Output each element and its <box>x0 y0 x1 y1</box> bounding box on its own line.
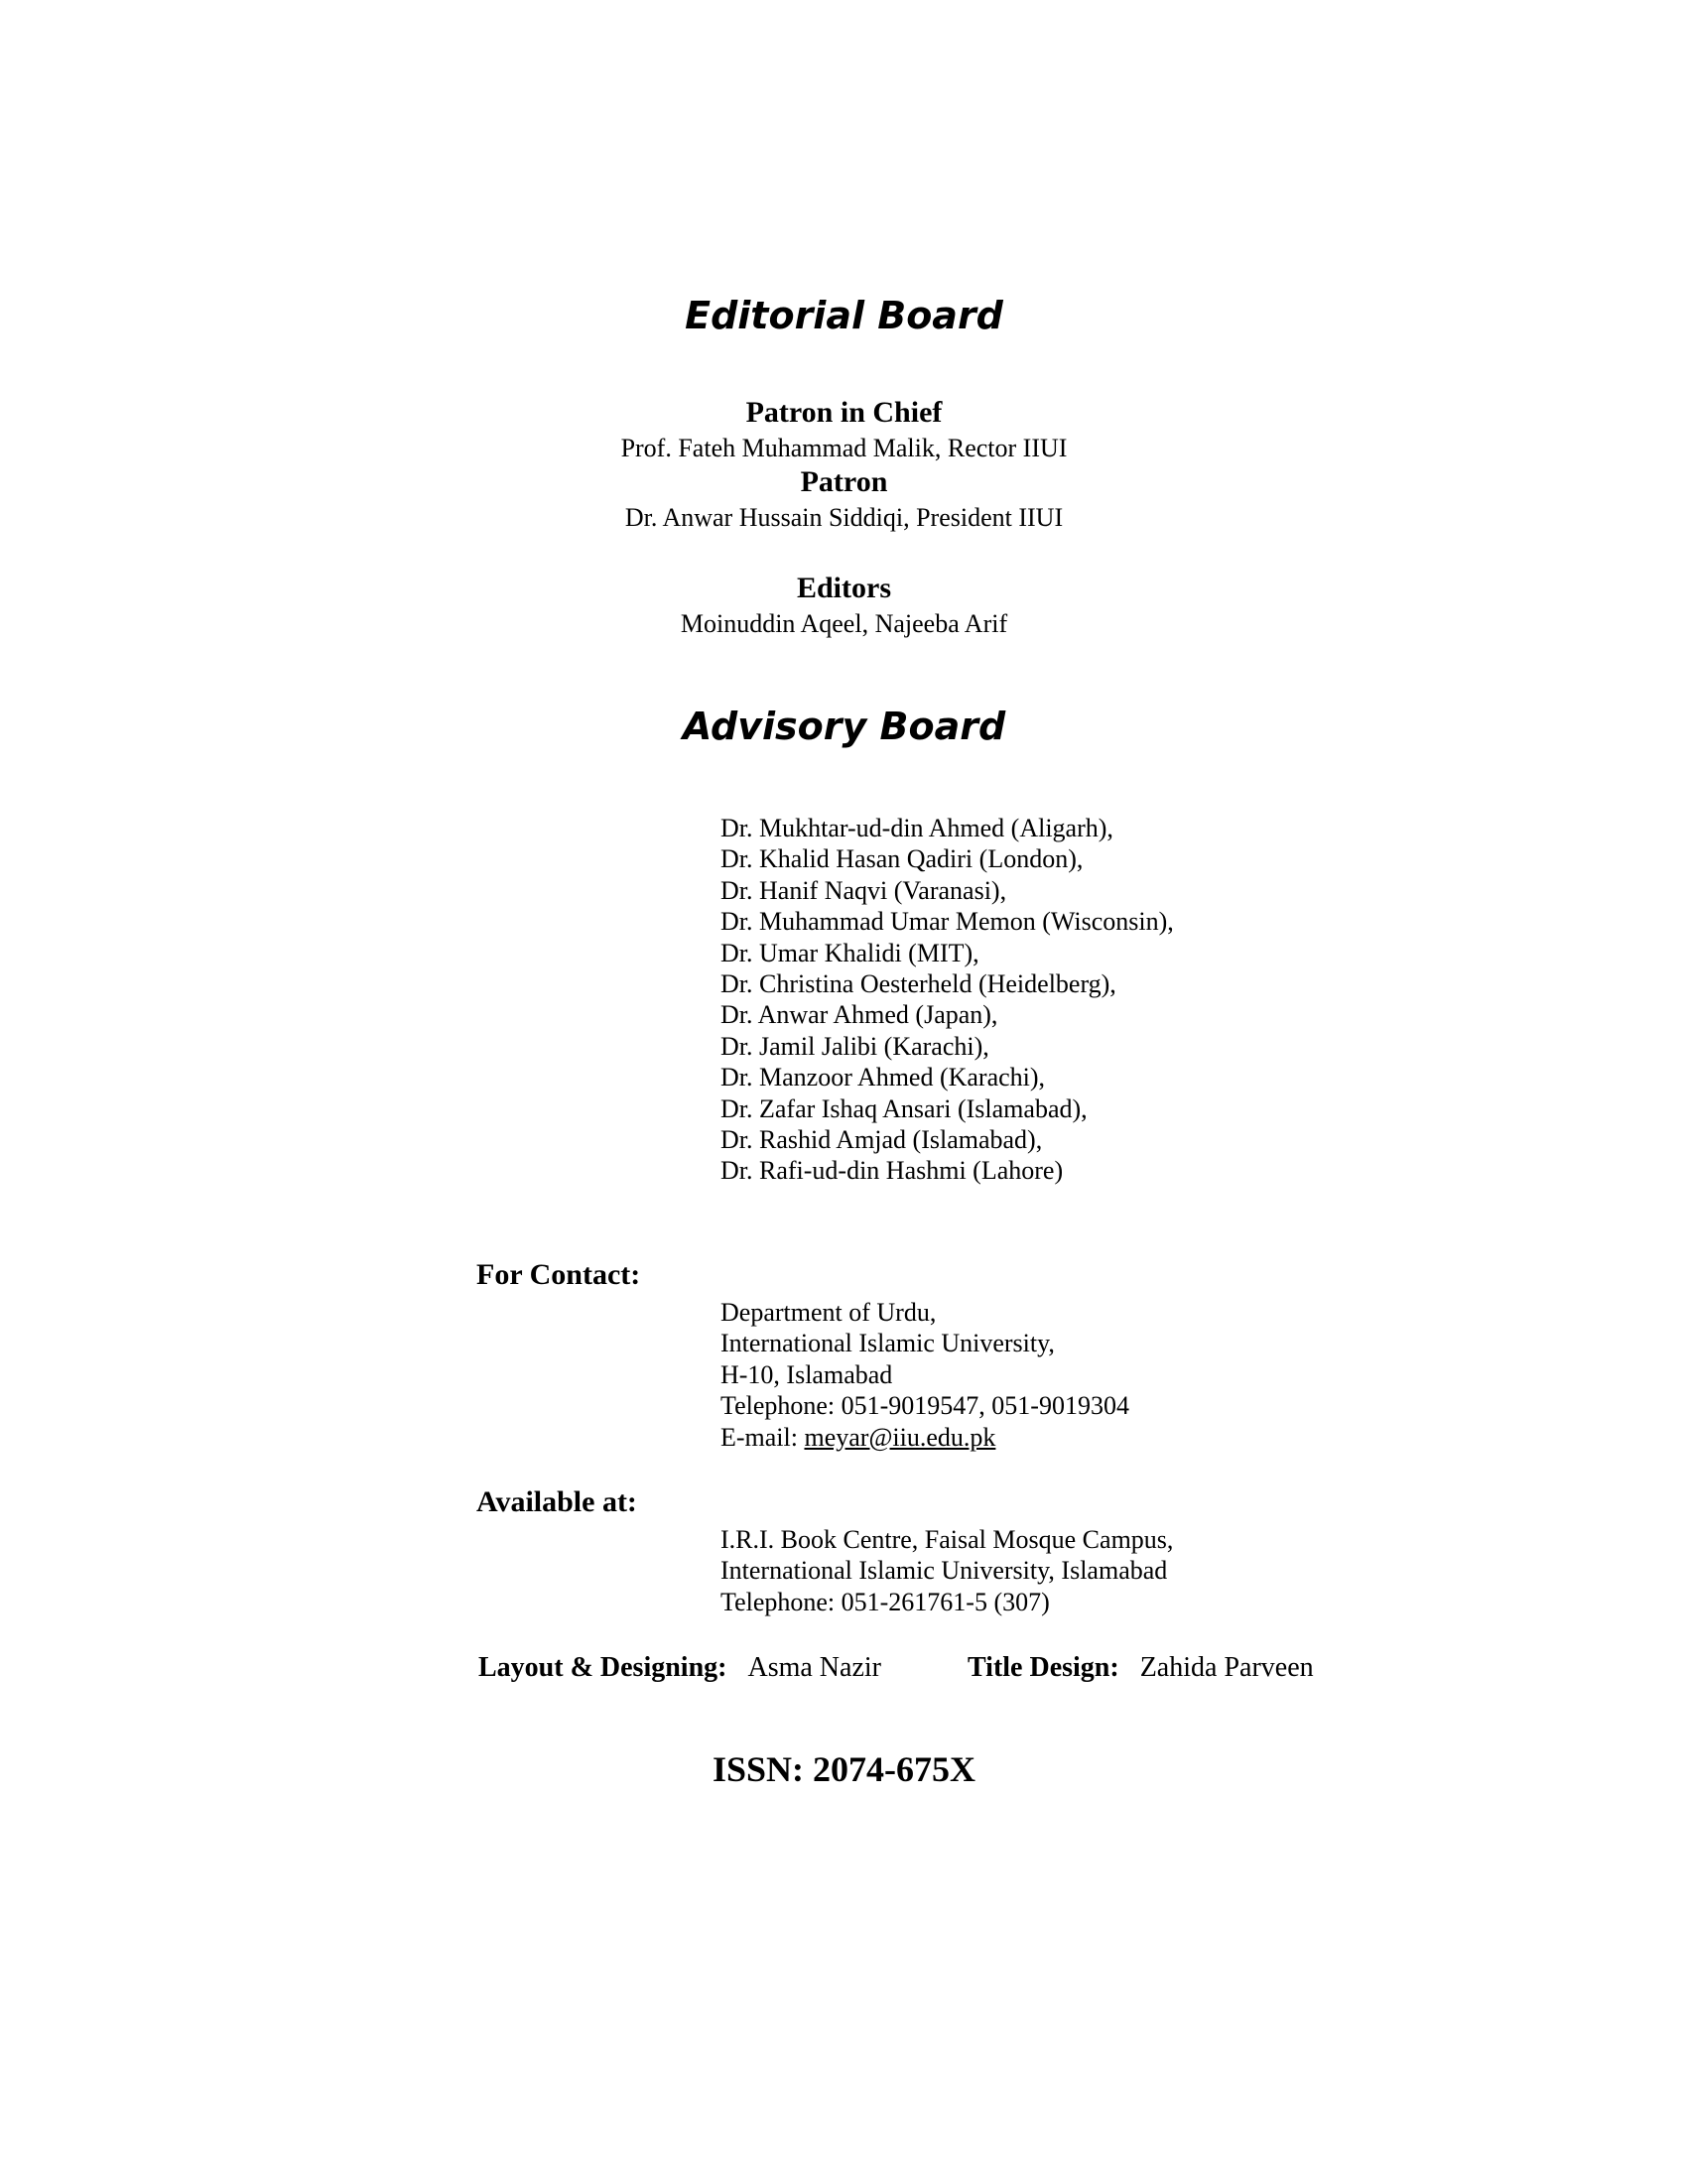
editors-names: Moinuddin Aqeel, Najeeba Arif <box>680 609 1008 638</box>
advisory-member: Dr. Rashid Amjad (Islamabad), <box>720 1125 1043 1155</box>
patron-in-chief-heading: Patron in Chief <box>745 396 943 429</box>
layout-label: Layout & Designing: <box>478 1652 727 1683</box>
available-line-1: I.R.I. Book Centre, Faisal Mosque Campus, <box>720 1525 1174 1554</box>
title-design-credit <box>968 1652 1314 1684</box>
contact-department: Department of Urdu, <box>720 1298 937 1327</box>
advisory-member: Dr. Hanif Naqvi (Varanasi), <box>720 875 1007 905</box>
contact-label: For Contact: <box>476 1258 641 1291</box>
advisory-member: Dr. Jamil Jalibi (Karachi), <box>720 1031 989 1061</box>
advisory-member-list <box>720 813 1174 1187</box>
advisory-member: Dr. Muhammad Umar Memon (Wisconsin), <box>720 907 1174 937</box>
editors-heading: Editors <box>796 572 891 604</box>
editorial-board-title: Editorial Board <box>685 294 1003 337</box>
patron-in-chief-name: Prof. Fateh Muhammad Malik, Rector IIUI <box>620 434 1068 462</box>
title-design-name: Zahida Parveen <box>1139 1652 1314 1683</box>
issn: ISSN: 2074-675X <box>712 1749 976 1789</box>
advisory-member: Dr. Zafar Ishaq Ansari (Islamabad), <box>720 1093 1088 1123</box>
available-address <box>720 1524 1173 1617</box>
contact-email-link[interactable]: meyar@iiu.edu.pk <box>804 1422 996 1452</box>
patron-heading: Patron <box>800 465 888 498</box>
advisory-member: Dr. Umar Khalidi (MIT), <box>720 938 979 967</box>
advisory-member: Dr. Anwar Ahmed (Japan), <box>720 1000 998 1030</box>
advisory-member: Dr. Rafi-ud-din Hashmi (Lahore) <box>720 1156 1064 1186</box>
available-line-2: International Islamic University, Islamabad <box>720 1556 1168 1586</box>
layout-name: Asma Nazir <box>747 1652 881 1683</box>
available-label: Available at: <box>476 1485 637 1518</box>
advisory-member: Dr. Khalid Hasan Qadiri (London), <box>720 844 1084 874</box>
contact-telephone: Telephone: 051-9019547, 051-9019304 <box>720 1391 1129 1421</box>
available-telephone: Telephone: 051-261761-5 (307) <box>720 1587 1050 1616</box>
contact-city: H-10, Islamabad <box>720 1359 893 1389</box>
contact-university: International Islamic University, <box>720 1329 1055 1358</box>
contact-email-prefix: E-mail: <box>720 1422 805 1452</box>
contact-address <box>720 1297 1129 1453</box>
advisory-member: Dr. Christina Oesterheld (Heidelberg), <box>720 969 1116 999</box>
advisory-member: Dr. Manzoor Ahmed (Karachi), <box>720 1063 1046 1092</box>
advisory-board-title: Advisory Board <box>682 705 1006 748</box>
patron-name: Dr. Anwar Hussain Siddiqi, President IIUI <box>624 503 1064 532</box>
layout-credit <box>478 1652 881 1684</box>
title-design-label: Title Design: <box>968 1652 1119 1683</box>
advisory-member: Dr. Mukhtar-ud-din Ahmed (Aligarh), <box>720 814 1113 842</box>
contact-email-line <box>720 1422 1129 1453</box>
